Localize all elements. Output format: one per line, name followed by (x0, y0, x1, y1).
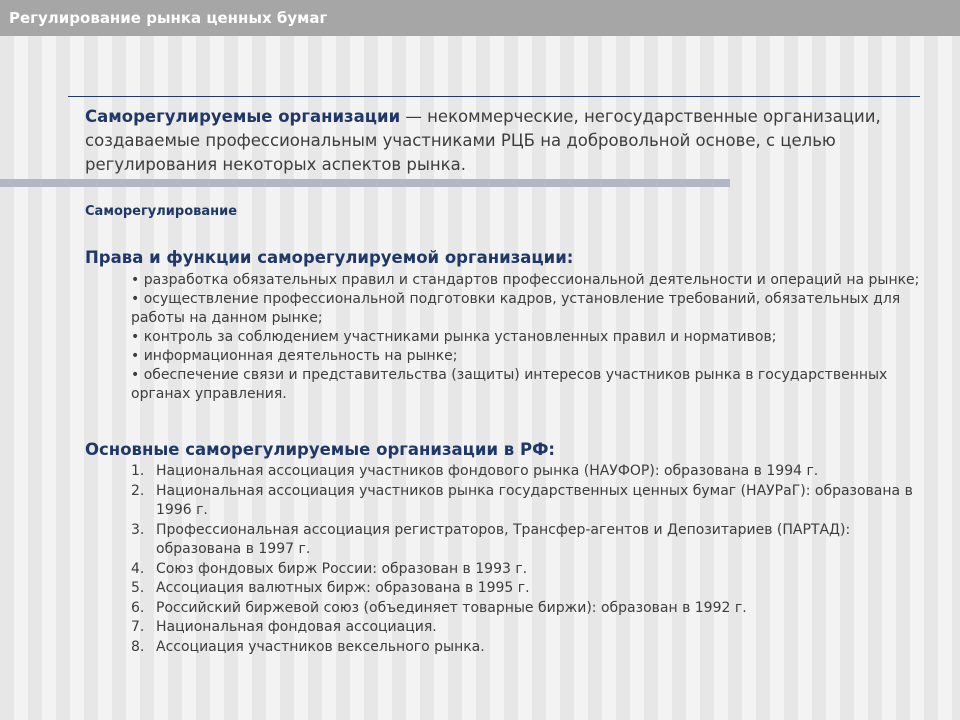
item-number: 3. (131, 521, 145, 538)
list-item: • информационная деятельность на рынке; (131, 348, 458, 364)
list-item: • контроль за соблюдением участниками рынка установленных правил и нормативов; (131, 329, 777, 345)
item-text: Профессиональная ассоциация регистраторов, Трансфер-агентов и Депозитариев (ПАРТАД): образована в 1997 г. (156, 521, 851, 557)
item-number: 5. (131, 580, 145, 596)
item-text: Российский биржевой союз (объединяет товарные биржи): образован в 1992 г. (156, 599, 747, 616)
list-item (131, 599, 931, 619)
item-number: 1. (131, 463, 145, 479)
item-number: 6. (131, 599, 145, 616)
slide-title-bar (0, 0, 960, 36)
item-text: Ассоциация валютных бирж: образована в 1995 г. (156, 580, 530, 596)
item-text: Ассоциация участников вексельного рынка. (156, 638, 485, 655)
list-item: • разработка обязательных правил и стандартов профессиональной деятельности и операций на рынке; (131, 272, 920, 288)
list-item (131, 579, 931, 599)
definition-term: Саморегулируемые организации (85, 107, 401, 126)
bottom-divider (0, 179, 730, 187)
organizations-list (131, 462, 931, 657)
item-number: 2. (131, 482, 145, 499)
list-item (131, 521, 931, 560)
item-number: 8. (131, 638, 145, 655)
list-item: • осуществление профессиональной подготовки кадров, установление требований, обязательных для работы на данном рынке; (131, 291, 901, 326)
subheading: Саморегулирование (85, 204, 238, 219)
top-divider (68, 96, 920, 97)
slide-title: Регулирование рынка ценных бумаг (9, 9, 328, 27)
list-item: • обеспечение связи и представительства (защиты) интересов участников рынка в государственных органах управления. (131, 367, 888, 402)
list-item (131, 560, 931, 580)
item-text: Национальная ассоциация участников фондового рынка (НАУФОР): образована в 1994 г. (156, 463, 819, 479)
list-item (131, 618, 931, 638)
list-item (131, 638, 931, 658)
definition-text: — некоммерческие, негосударственные организации, создаваемые профессиональным участниками РЦБ на добровольной основе, с целью регулирования некоторых аспектов рынка. (85, 107, 881, 174)
item-number: 4. (131, 560, 145, 577)
definition-paragraph (85, 105, 915, 177)
item-number: 7. (131, 619, 145, 635)
rights-list (131, 271, 931, 404)
list-item (131, 482, 931, 521)
rights-title: Права и функции саморегулируемой организации: (85, 248, 574, 267)
item-text: Союз фондовых бирж России: образован в 1993 г. (156, 560, 528, 577)
organizations-title: Основные саморегулируемые организации в РФ: (85, 440, 556, 459)
item-text: Национальная фондовая ассоциация. (156, 619, 437, 635)
list-item (131, 462, 931, 482)
item-text: Национальная ассоциация участников рынка государственных ценных бумаг (НАУРаГ): образована в 1996 г. (156, 482, 913, 518)
